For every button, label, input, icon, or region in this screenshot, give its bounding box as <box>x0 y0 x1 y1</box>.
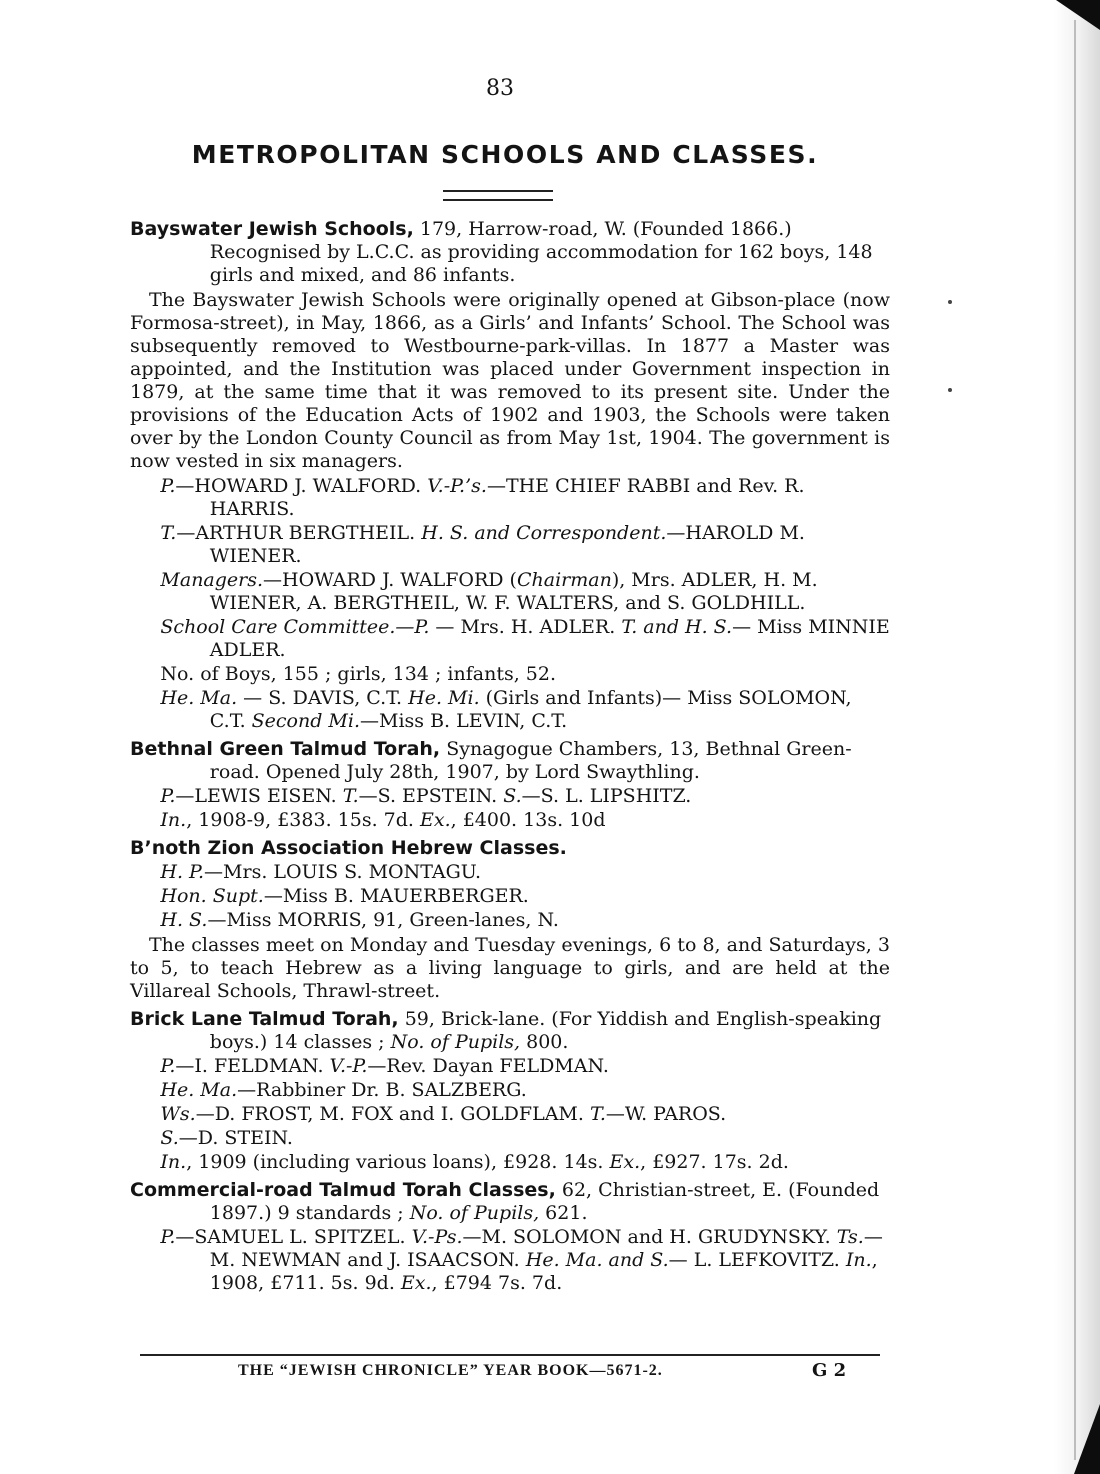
entry-commercial-road <box>130 1179 890 1295</box>
scan-corner-bottom <box>1074 1404 1100 1474</box>
entry-name: Commercial-road Talmud Torah Classes, <box>130 1179 556 1201</box>
officers-line: Ws.—D. FROST, M. FOX and I. GOLDFLAM. T.—W. PAROS. <box>160 1103 727 1125</box>
entry-bethnal-green <box>130 738 890 832</box>
entry-heading <box>130 738 890 784</box>
accounts-line: In., 1908-9, £383. 15s. 7d. Ex., £400. 13s. 10d <box>160 809 606 831</box>
entry-name: Brick Lane Talmud Torah, <box>130 1008 399 1030</box>
page-number: 83 <box>486 76 514 101</box>
officers-line: P.—SAMUEL L. SPITZEL. V.-Ps.—M. SOLOMON and H. GRUDYNSKY. Ts.—M. NEWMAN and J. ISAACSON. He. Ma. and S.— L. LEFKOVITZ. In., 1908, £711. 5s. 9d. Ex., £794 7s. 7d. <box>160 1226 883 1294</box>
officers-line: T.—ARTHUR BERGTHEIL. H. S. and Correspondent.—HAROLD M. WIENER. <box>160 522 805 567</box>
entry-name: Bayswater Jewish Schools, <box>130 218 414 240</box>
staff-line: He. Ma. — S. DAVIS, C.T. He. Mi. (Girls and Infants)— Miss SOLOMON, C.T. Second Mi.—Miss B. LEVIN, C.T. <box>160 687 852 732</box>
entry-name: B’noth Zion Association Hebrew Classes. <box>130 837 567 859</box>
entry-details: 179, Harrow-road, W. (Founded 1866.) Recognised by L.C.C. as providing accommodation for 162 boys, 148 girls and mixed, and 86 infants. <box>209 218 873 286</box>
entry-name: Bethnal Green Talmud Torah, <box>130 738 441 760</box>
managers-line: Managers.—HOWARD J. WALFORD (Chairman), Mrs. ADLER, H. M. WIENER, A. BERGTHEIL, W. F. WALTERS, and S. GOLDHILL. <box>160 569 818 614</box>
accounts-line: In., 1909 (including various loans), £928. 14s. Ex., £927. 17s. 2d. <box>160 1151 789 1173</box>
signature-mark: G 2 <box>812 1360 847 1381</box>
scan-corner-top <box>1056 0 1100 30</box>
officers-line: H. P.—Mrs. LOUIS S. MONTAGU. <box>160 861 482 883</box>
entry-history: The Bayswater Jewish Schools were originally opened at Gibson-place (now Formosa-street), in May, 1866, as a Girls’ and Infants’ School. The School was subsequently removed to Westbourne-park-villas. In 1877 a Master was appointed, and the Institution was placed under Government inspection in 1879, at the same time that it was removed to its present site. Under the provisions of the Education Acts of 1902 and 1903, the Schools were taken over by the London County Council as from May 1st, 1904. The government is now vested in six managers. <box>130 289 890 472</box>
entry-bayswater <box>130 218 890 733</box>
entry-brick-lane <box>130 1008 890 1174</box>
entry-note: The classes meet on Monday and Tuesday evenings, 6 to 8, and Saturdays, 3 to 5, to teach Hebrew as a living language to girls, and are held at the Villareal Schools, Thrawl-street. <box>130 934 890 1002</box>
entry-heading <box>130 837 890 860</box>
scan-speck <box>948 388 952 392</box>
entry-heading: Brick Lane Talmud Torah, 59, Brick-lane. (For Yiddish and English-speaking boys.) 14 classes ; No. of Pupils, 800. <box>130 1008 882 1053</box>
entries-list <box>130 218 890 1300</box>
footer-rule <box>140 1354 880 1356</box>
entry-bnoth-zion <box>130 837 890 1003</box>
title-double-rule <box>443 190 553 201</box>
officers-line: P.—I. FELDMAN. V.-P.—Rev. Dayan FELDMAN. <box>160 1055 609 1077</box>
entry-heading: Commercial-road Talmud Torah Classes, 62, Christian-street, E. (Founded 1897.) 9 standards ; No. of Pupils, 621. <box>130 1179 880 1224</box>
officers-line: P.—LEWIS EISEN. T.—S. EPSTEIN. S.—S. L. LIPSHITZ. <box>160 785 692 807</box>
page-title: METROPOLITAN SCHOOLS AND CLASSES. <box>191 140 819 169</box>
officers-line: S.—D. STEIN. <box>160 1127 293 1149</box>
officers-line: H. S.—Miss MORRIS, 91, Green-lanes, N. <box>160 909 559 931</box>
numbers-line: No. of Boys, 155 ; girls, 134 ; infants, 52. <box>160 663 557 685</box>
officers-line: P.—HOWARD J. WALFORD. V.-P.’s.—THE CHIEF RABBI and Rev. R. HARRIS. <box>160 475 805 520</box>
scan-speck <box>948 300 952 304</box>
entry-heading <box>130 218 890 287</box>
officers-line: He. Ma.—Rabbiner Dr. B. SALZBERG. <box>160 1079 527 1101</box>
entry-details: Synagogue Chambers, 13, Bethnal Green-road. Opened July 28th, 1907, by Lord Swaythling. <box>209 738 852 783</box>
officers-line: Hon. Supt.—Miss B. MAUERBERGER. <box>160 885 529 907</box>
running-footer: THE “JEWISH CHRONICLE” YEAR BOOK—5671-2. <box>238 1362 663 1379</box>
page-edge-shadow <box>1054 0 1100 1474</box>
page-edge-line <box>1074 20 1076 1460</box>
care-committee-line: School Care Committee.—P. — Mrs. H. ADLER. T. and H. S.— Miss MINNIE ADLER. <box>160 616 890 661</box>
